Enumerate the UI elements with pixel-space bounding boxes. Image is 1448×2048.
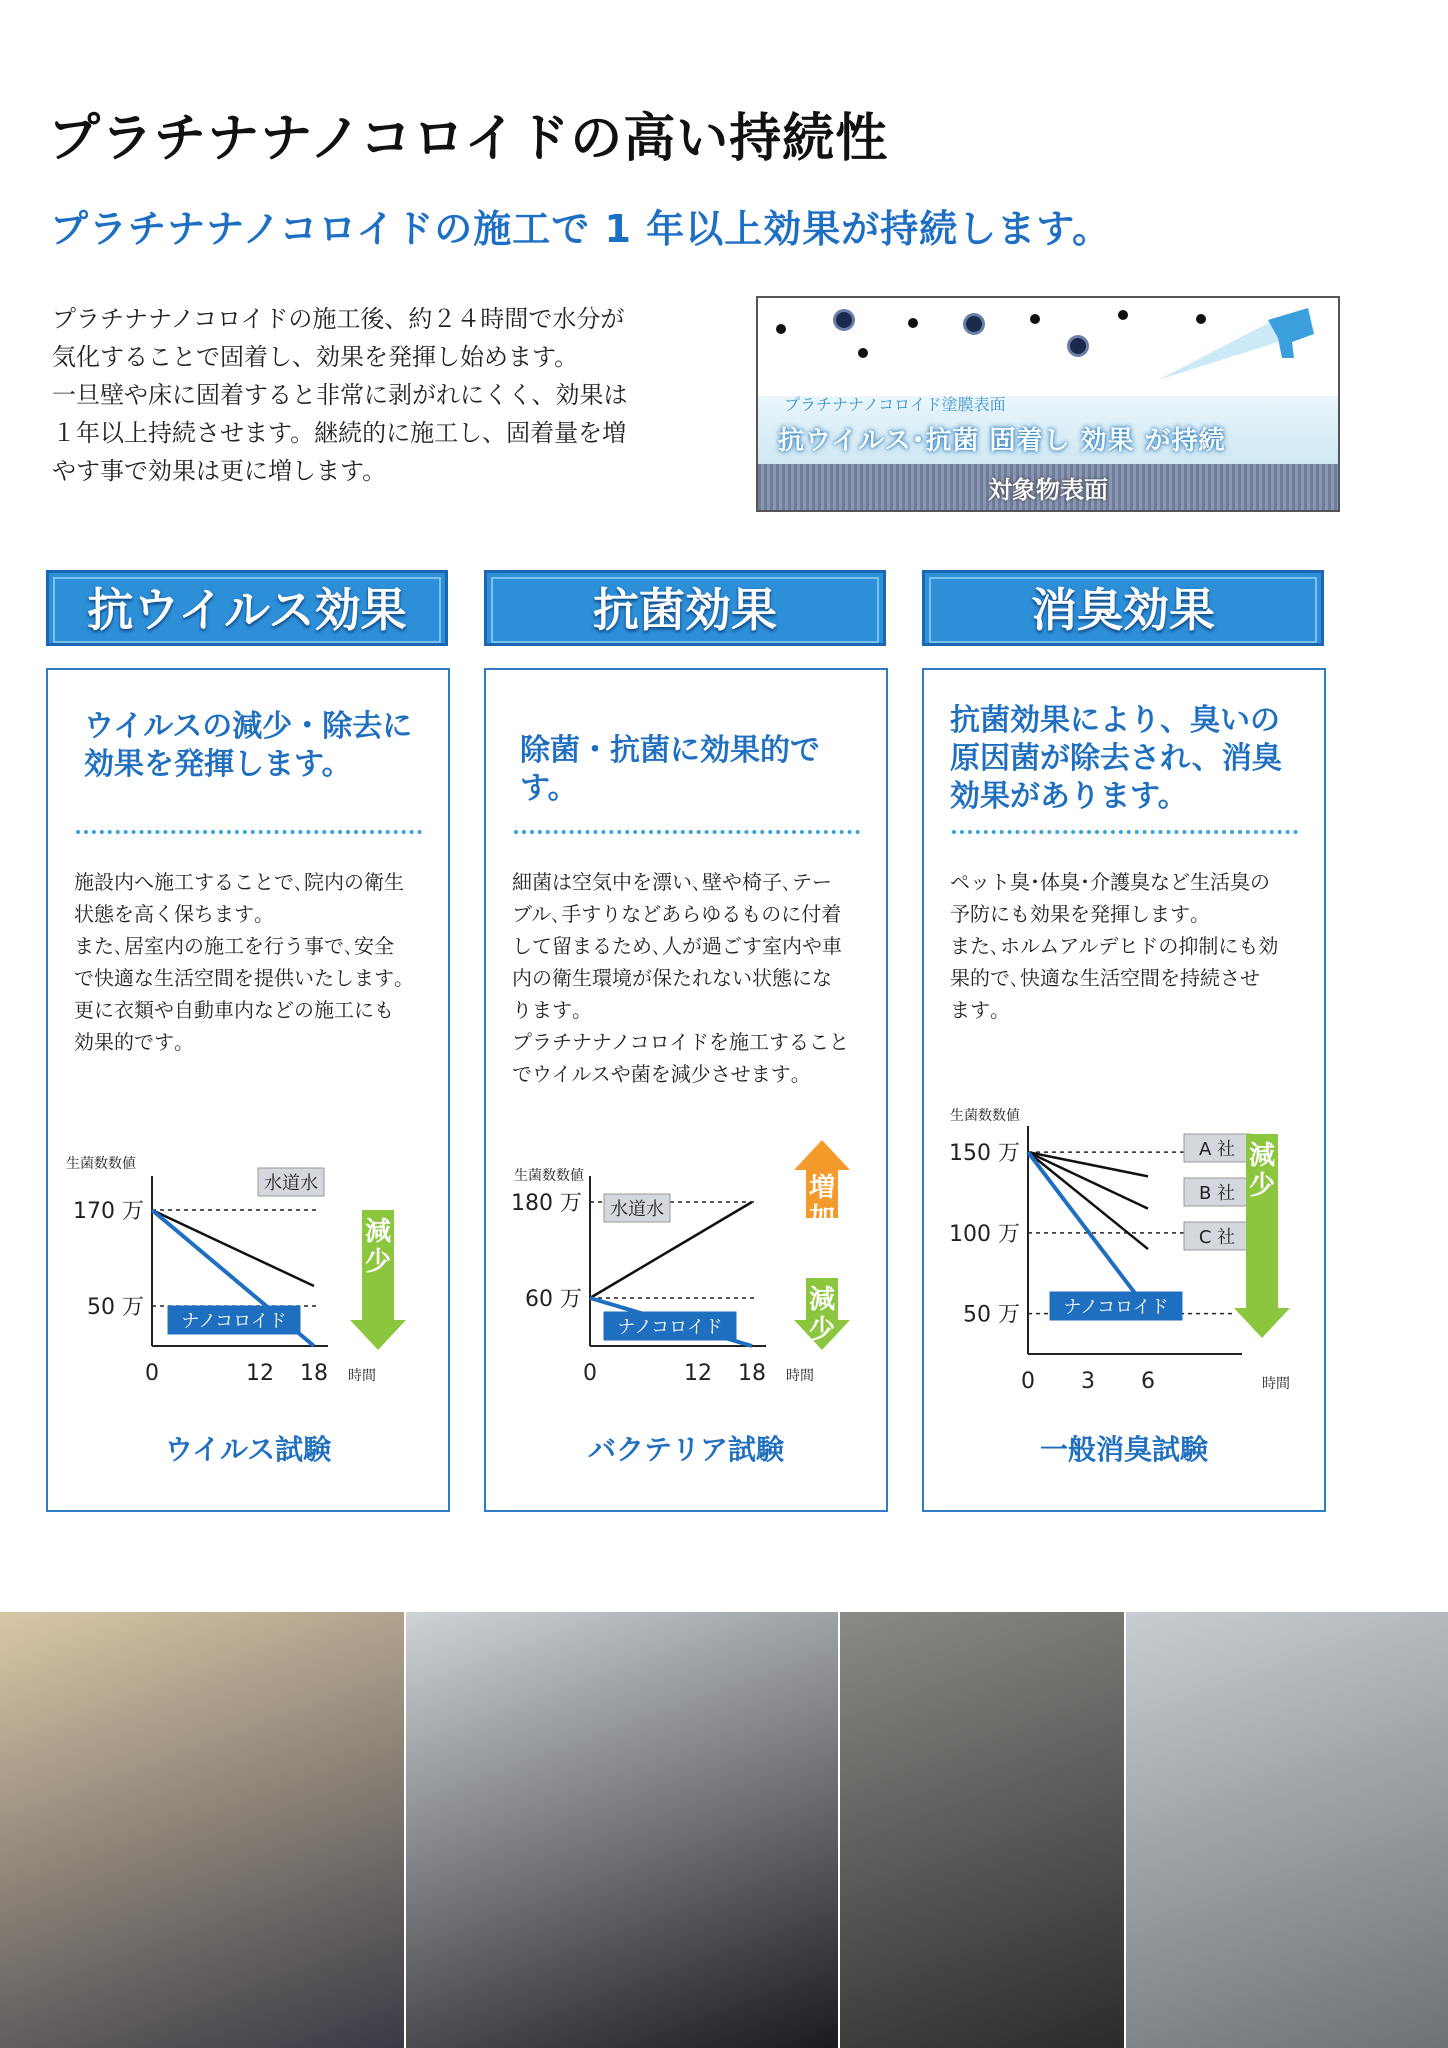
intro-text <box>52 300 692 490</box>
arrow-label: 減 <box>1248 1141 1276 1171</box>
body-line: プラチナナノコロイドを施工すること <box>512 1030 849 1054</box>
arrow-label: 減 <box>808 1285 836 1315</box>
arrow-label: 増 <box>808 1173 836 1203</box>
y-axis-label: 生菌数数値 <box>950 1108 1020 1124</box>
series-line <box>1028 1152 1148 1310</box>
x-tick-label: 18 <box>300 1361 328 1386</box>
body-line: 状態を高く保ちます｡ <box>74 902 264 926</box>
antiviral-card <box>46 668 450 1512</box>
series-legend-label: ナノコロイド <box>617 1317 723 1338</box>
body-line: 果的で､快適な生活空間を持続させ <box>950 966 1260 990</box>
deodorize-test-chart <box>924 670 1324 1410</box>
page-subtitle: プラチナナノコロイドの施工で 1 年以上効果が持続します。 <box>50 207 1112 251</box>
series-legend-label: A 社 <box>1198 1139 1236 1160</box>
intro-line: 一旦壁や床に固着すると非常に剥がれにくく、効果は <box>52 381 628 409</box>
series-legend-label: ナノコロイド <box>181 1311 287 1332</box>
x-unit-label: 時間 <box>786 1368 814 1384</box>
effect-label: 抗ウイルス･抗菌 固着し 効果 が持続 <box>778 426 1226 456</box>
y-tick-label: 170 万 <box>73 1199 144 1224</box>
antiviral-heading <box>46 570 448 646</box>
body-line: 内の衛生環境が保たれない状態にな <box>512 966 832 990</box>
coating-label: プラチナナノコロイド塗膜表面 <box>784 395 1006 414</box>
body-line: 施設内へ施工することで､院内の衛生 <box>74 870 404 894</box>
body-line: また､居室内の施工を行う事で､安全 <box>74 934 394 958</box>
test-name: 一般消臭試験 <box>1039 1433 1208 1466</box>
x-unit-label: 時間 <box>348 1368 376 1384</box>
y-tick-label: 50 万 <box>963 1302 1020 1328</box>
spraying-worker-photo <box>406 1612 838 2048</box>
intro-line: １年以上持続させます。継続的に施工し、固着量を増 <box>52 419 627 447</box>
series-legend-label: B 社 <box>1198 1183 1236 1204</box>
care-facility-lounge-photo <box>0 1612 404 2048</box>
x-tick-label: 12 <box>684 1361 712 1386</box>
x-tick-label: 12 <box>246 1361 274 1386</box>
body-line: 予防にも効果を発揮します｡ <box>950 902 1200 926</box>
body-line: 細菌は空気中を漂い､壁や椅子､テー <box>512 870 832 894</box>
series-legend-label: C 社 <box>1198 1227 1236 1248</box>
commercial-kitchen-photo <box>1126 1612 1448 2048</box>
x-unit-label: 時間 <box>1262 1376 1290 1392</box>
y-tick-label: 60 万 <box>525 1287 582 1312</box>
y-tick-label: 50 万 <box>87 1295 144 1320</box>
series-legend-label: 水道水 <box>264 1173 318 1194</box>
x-tick-label: 0 <box>145 1361 159 1386</box>
intro-line: プラチナナノコロイドの施工後、約２４時間で水分が <box>52 305 625 333</box>
y-tick-label: 100 万 <box>949 1221 1020 1247</box>
card-lead: ウイルスの減少・除去に効果を発揮します。 <box>84 709 413 782</box>
body-line: 更に衣類や自動車内などの施工にも <box>74 998 394 1022</box>
x-tick-label: 0 <box>583 1361 597 1386</box>
body-line: ります｡ <box>512 998 582 1022</box>
spray-nozzle-icon <box>758 298 1338 398</box>
coating-diagram <box>756 296 1340 512</box>
body-line: 効果的です｡ <box>74 1030 184 1054</box>
x-tick-label: 3 <box>1081 1369 1095 1394</box>
intro-line: やす事で効果は更に増します。 <box>52 457 387 485</box>
page-title: プラチナナノコロイドの高い持続性 <box>48 109 889 169</box>
arrow-label: 少 <box>364 1247 392 1277</box>
antibacterial-card <box>484 668 888 1512</box>
heading-text: 抗ウイルス効果 <box>53 577 441 643</box>
body-line: ブル､手すりなどあらゆるものに付着 <box>512 902 842 926</box>
kitchen-counter-photo <box>840 1612 1124 2048</box>
series-line <box>152 1210 314 1286</box>
x-tick-label: 18 <box>738 1361 766 1386</box>
series-legend-label: ナノコロイド <box>1063 1297 1169 1318</box>
body-line: ます｡ <box>950 998 1000 1022</box>
arrow-label: 加 <box>808 1203 836 1233</box>
x-tick-label: 6 <box>1141 1369 1155 1394</box>
surface-label: 対象物表面 <box>988 476 1108 504</box>
body-line: また､ホルムアルデヒドの抑制にも効 <box>950 934 1279 958</box>
card-lead: 除菌・抗菌に効果的です。 <box>520 733 820 806</box>
arrow-label: 少 <box>1248 1171 1276 1201</box>
arrow-label: 少 <box>808 1315 836 1345</box>
virus-test-chart <box>48 670 448 1410</box>
antibacterial-heading <box>484 570 886 646</box>
arrow-label: 減 <box>364 1217 392 1247</box>
body-line: でウイルスや菌を減少させます｡ <box>512 1062 801 1086</box>
intro-line: 気化することで固着し、効果を発揮し始めます。 <box>52 343 579 371</box>
y-axis-label: 生菌数数値 <box>514 1168 584 1184</box>
body-line: で快適な生活空間を提供いたします｡ <box>74 966 404 990</box>
series-legend-label: 水道水 <box>610 1199 664 1220</box>
y-axis-label: 生菌数数値 <box>66 1156 136 1172</box>
deodorize-heading <box>922 570 1324 646</box>
body-line: して留まるため､人が過ごす室内や車 <box>512 934 842 958</box>
x-tick-label: 0 <box>1021 1369 1035 1394</box>
card-lead: 抗菌効果により、臭いの原因菌が除去され、消臭効果があります。 <box>950 703 1282 814</box>
test-name: ウイルス試験 <box>164 1433 332 1466</box>
deodorize-card <box>922 668 1326 1512</box>
y-tick-label: 180 万 <box>511 1191 582 1216</box>
heading-text: 抗菌効果 <box>491 577 879 643</box>
body-line: ペット臭･体臭･介護臭など生活臭の <box>950 870 1270 894</box>
y-tick-label: 150 万 <box>949 1141 1020 1167</box>
photo-strip <box>0 1612 1448 2048</box>
heading-text: 消臭効果 <box>929 577 1317 643</box>
bacteria-test-chart <box>486 670 886 1410</box>
test-name: バクテリア試験 <box>587 1433 784 1466</box>
